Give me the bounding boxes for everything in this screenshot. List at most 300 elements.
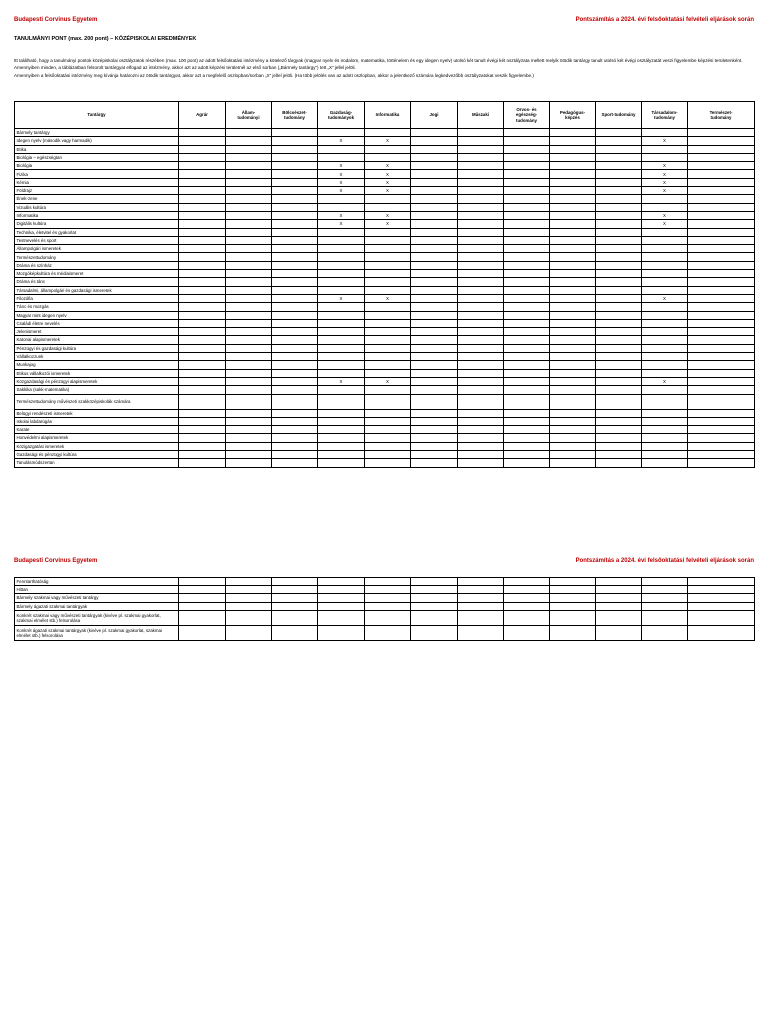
mark-cell	[596, 294, 642, 302]
subject-cell: Hittan	[15, 586, 179, 594]
mark-cell	[272, 153, 318, 161]
mark-cell	[550, 228, 596, 236]
mark-cell	[550, 361, 596, 369]
mark-cell	[226, 187, 272, 195]
mark-cell	[226, 170, 272, 178]
mark-cell	[550, 236, 596, 244]
subject-cell: Mozgóképkultúra és médiaismeret	[15, 270, 179, 278]
mark-cell	[458, 187, 504, 195]
mark-cell	[318, 602, 365, 610]
mark-cell	[688, 459, 755, 467]
mark-cell	[226, 145, 272, 153]
mark-cell	[688, 578, 755, 586]
mark-cell	[411, 578, 458, 586]
mark-cell	[688, 353, 755, 361]
mark-cell	[272, 270, 318, 278]
mark-cell	[179, 442, 226, 450]
mark-cell: X	[318, 220, 365, 228]
mark-cell	[226, 220, 272, 228]
subject-cell: Családi életre nevelés	[15, 319, 179, 327]
mark-cell	[550, 286, 596, 294]
mark-cell: X	[642, 377, 688, 385]
mark-cell	[411, 236, 458, 244]
subject-cell: Bármely tantárgy	[15, 129, 179, 137]
mark-cell	[226, 336, 272, 344]
table-row	[15, 319, 755, 327]
mark-cell	[550, 459, 596, 467]
subject-cell: Konkrét ágazati szakmai tantárgyak (kivéve pl. szakmai gyakorlat, szakmai elmélet stb.) felsorolása	[15, 625, 179, 640]
mark-cell	[226, 450, 272, 458]
mark-cell	[411, 417, 458, 425]
mark-cell	[688, 386, 755, 394]
mark-cell: X	[365, 377, 411, 385]
mark-cell	[458, 386, 504, 394]
table-row	[15, 137, 755, 145]
mark-cell	[504, 459, 550, 467]
mark-cell	[504, 442, 550, 450]
mark-cell	[226, 253, 272, 261]
mark-cell	[458, 610, 504, 625]
mark-cell	[318, 303, 365, 311]
mark-cell	[688, 153, 755, 161]
mark-cell	[318, 578, 365, 586]
mark-cell	[411, 129, 458, 137]
mark-cell	[411, 294, 458, 302]
mark-cell	[458, 294, 504, 302]
mark-cell	[596, 253, 642, 261]
mark-cell	[550, 610, 596, 625]
mark-cell	[318, 394, 365, 409]
mark-cell	[272, 228, 318, 236]
column-header: Társadalom- tudomány	[642, 102, 688, 129]
mark-cell	[642, 610, 688, 625]
mark-cell	[365, 586, 411, 594]
mark-cell	[411, 145, 458, 153]
mark-cell	[318, 586, 365, 594]
table-row	[15, 261, 755, 269]
column-header: Sport-tudomány	[596, 102, 642, 129]
mark-cell: X	[365, 170, 411, 178]
subject-cell: Fizika	[15, 170, 179, 178]
mark-cell	[458, 162, 504, 170]
mark-cell	[504, 278, 550, 286]
mark-cell	[550, 336, 596, 344]
mark-cell	[226, 228, 272, 236]
mark-cell	[688, 450, 755, 458]
mark-cell	[226, 178, 272, 186]
mark-cell	[458, 394, 504, 409]
mark-cell	[272, 303, 318, 311]
mark-cell	[365, 328, 411, 336]
mark-cell	[504, 303, 550, 311]
subject-cell: Ének-zene	[15, 195, 179, 203]
mark-cell	[550, 245, 596, 253]
mark-cell	[642, 319, 688, 327]
mark-cell	[596, 586, 642, 594]
mark-cell	[411, 394, 458, 409]
subject-cell: Természettudomány	[15, 253, 179, 261]
mark-cell	[411, 319, 458, 327]
mark-cell	[688, 344, 755, 352]
mark-cell	[688, 170, 755, 178]
mark-cell	[272, 195, 318, 203]
mark-cell	[642, 195, 688, 203]
mark-cell	[688, 442, 755, 450]
mark-cell	[365, 203, 411, 211]
mark-cell	[596, 417, 642, 425]
mark-cell	[596, 178, 642, 186]
mark-cell	[365, 625, 411, 640]
mark-cell	[226, 245, 272, 253]
mark-cell	[458, 236, 504, 244]
column-header: Állam- tudományi	[226, 102, 272, 129]
subject-cell: Tánc és mozgás	[15, 303, 179, 311]
mark-cell	[550, 253, 596, 261]
mark-cell	[688, 211, 755, 219]
mark-cell	[272, 353, 318, 361]
mark-cell	[550, 311, 596, 319]
mark-cell	[550, 203, 596, 211]
mark-cell	[458, 442, 504, 450]
mark-cell	[179, 386, 226, 394]
mark-cell	[504, 386, 550, 394]
mark-cell	[226, 303, 272, 311]
table-row	[15, 594, 755, 602]
mark-cell	[504, 586, 550, 594]
mark-cell	[550, 220, 596, 228]
mark-cell	[458, 459, 504, 467]
mark-cell	[550, 278, 596, 286]
table-row	[15, 245, 755, 253]
mark-cell	[411, 278, 458, 286]
mark-cell	[642, 228, 688, 236]
mark-cell	[365, 602, 411, 610]
mark-cell	[504, 195, 550, 203]
mark-cell	[596, 386, 642, 394]
mark-cell	[272, 261, 318, 269]
mark-cell	[550, 211, 596, 219]
mark-cell	[596, 278, 642, 286]
mark-cell	[504, 187, 550, 195]
mark-cell: X	[365, 187, 411, 195]
mark-cell	[642, 261, 688, 269]
mark-cell	[179, 162, 226, 170]
intro-paragraph-2: Amennyiben minden, a táblázatban felsorolt tantárgyat elfogad az intézmény, akkor azt az adott képzési területnél az első sorban („Bármely tantárgy”) tett „X” jellel jelöli.	[14, 65, 356, 71]
mark-cell	[596, 361, 642, 369]
column-header: Informatika	[365, 102, 411, 129]
table-row	[15, 450, 755, 458]
mark-cell	[596, 236, 642, 244]
mark-cell	[642, 353, 688, 361]
mark-cell	[504, 170, 550, 178]
mark-cell	[365, 253, 411, 261]
mark-cell	[688, 294, 755, 302]
mark-cell	[411, 286, 458, 294]
mark-cell	[179, 278, 226, 286]
mark-cell	[226, 417, 272, 425]
mark-cell	[550, 386, 596, 394]
mark-cell	[226, 270, 272, 278]
subject-cell: Vizuális kultúra	[15, 203, 179, 211]
table-row	[15, 170, 755, 178]
intro-paragraph-1: Itt található, hogy a tanulmányi pontok középiskolai osztályzatok részében (max. 100 pont) az adott felsőoktatási intézmény a kötelező tárgyak (magyar nyelv és irodalom, matematika, történelem és egy idegen nyelv) utolsó két tanult évégi két osztályzata mellett melyik ötödik tantárgy tanult utolsó két évégi osztályzatát veszi figyelembe képzési területenként.	[14, 58, 743, 63]
mark-cell	[411, 311, 458, 319]
table-row	[15, 294, 755, 302]
mark-cell	[272, 162, 318, 170]
mark-cell	[226, 578, 272, 586]
mark-cell	[688, 625, 755, 640]
mark-cell	[411, 137, 458, 145]
mark-cell	[458, 286, 504, 294]
mark-cell	[365, 578, 411, 586]
mark-cell	[411, 153, 458, 161]
mark-cell	[226, 203, 272, 211]
mark-cell	[642, 336, 688, 344]
mark-cell	[596, 336, 642, 344]
mark-cell	[550, 261, 596, 269]
mark-cell	[642, 578, 688, 586]
mark-cell: X	[318, 377, 365, 385]
mark-cell	[596, 319, 642, 327]
subject-cell: Informatika	[15, 211, 179, 219]
mark-cell	[458, 170, 504, 178]
mark-cell	[504, 137, 550, 145]
mark-cell	[411, 369, 458, 377]
table-row	[15, 253, 755, 261]
table-row	[15, 162, 755, 170]
mark-cell: X	[365, 220, 411, 228]
mark-cell	[226, 278, 272, 286]
mark-cell	[596, 578, 642, 586]
mark-cell	[411, 434, 458, 442]
mark-cell	[272, 625, 318, 640]
mark-cell	[226, 369, 272, 377]
mark-cell	[458, 203, 504, 211]
mark-cell	[226, 459, 272, 467]
mark-cell	[365, 278, 411, 286]
mark-cell	[226, 386, 272, 394]
table-row	[15, 434, 755, 442]
mark-cell	[504, 129, 550, 137]
mark-cell	[504, 253, 550, 261]
mark-cell	[365, 442, 411, 450]
mark-cell	[642, 303, 688, 311]
mark-cell	[642, 236, 688, 244]
subject-cell: Társadalmi, állampolgári és gazdasági ismeretek	[15, 286, 179, 294]
mark-cell	[272, 253, 318, 261]
mark-cell	[365, 153, 411, 161]
mark-cell	[272, 434, 318, 442]
mark-cell	[365, 311, 411, 319]
mark-cell	[179, 303, 226, 311]
mark-cell	[550, 178, 596, 186]
mark-cell	[318, 344, 365, 352]
mark-cell	[596, 261, 642, 269]
mark-cell	[365, 450, 411, 458]
table-row	[15, 610, 755, 625]
mark-cell	[179, 377, 226, 385]
mark-cell	[504, 578, 550, 586]
mark-cell	[272, 442, 318, 450]
subject-cell: Közgazdasági és pénzügyi alapismeretek	[15, 377, 179, 385]
table-row	[15, 211, 755, 219]
mark-cell	[272, 594, 318, 602]
mark-cell	[179, 170, 226, 178]
mark-cell	[365, 303, 411, 311]
mark-cell	[179, 319, 226, 327]
mark-cell	[458, 344, 504, 352]
mark-cell	[226, 328, 272, 336]
mark-cell	[596, 303, 642, 311]
mark-cell	[318, 594, 365, 602]
table-row	[15, 153, 755, 161]
mark-cell	[688, 417, 755, 425]
table-row	[15, 369, 755, 377]
subject-cell: Kémia	[15, 178, 179, 186]
mark-cell	[226, 162, 272, 170]
mark-cell	[318, 145, 365, 153]
mark-cell	[458, 409, 504, 417]
mark-cell	[365, 434, 411, 442]
mark-cell	[458, 311, 504, 319]
mark-cell	[458, 417, 504, 425]
mark-cell	[596, 286, 642, 294]
mark-cell	[596, 377, 642, 385]
mark-cell	[318, 386, 365, 394]
mark-cell	[365, 394, 411, 409]
mark-cell	[411, 261, 458, 269]
mark-cell	[688, 253, 755, 261]
mark-cell	[642, 442, 688, 450]
mark-cell	[179, 602, 226, 610]
column-header: Jogi	[411, 102, 458, 129]
mark-cell	[596, 220, 642, 228]
mark-cell	[550, 442, 596, 450]
mark-cell	[318, 369, 365, 377]
mark-cell	[504, 245, 550, 253]
subject-cell: Vállalkozzunk	[15, 353, 179, 361]
mark-cell	[550, 137, 596, 145]
mark-cell	[179, 245, 226, 253]
mark-cell	[179, 409, 226, 417]
mark-cell	[179, 261, 226, 269]
mark-cell	[504, 162, 550, 170]
mark-cell	[642, 594, 688, 602]
mark-cell	[226, 153, 272, 161]
mark-cell	[226, 311, 272, 319]
mark-cell	[596, 129, 642, 137]
mark-cell	[318, 236, 365, 244]
mark-cell	[504, 361, 550, 369]
mark-cell	[596, 228, 642, 236]
mark-cell	[318, 278, 365, 286]
mark-cell	[365, 594, 411, 602]
mark-cell	[596, 450, 642, 458]
mark-cell	[596, 344, 642, 352]
subject-cell: Állampolgári ismeretek	[15, 245, 179, 253]
mark-cell	[596, 195, 642, 203]
mark-cell	[226, 394, 272, 409]
mark-cell	[411, 586, 458, 594]
table-row	[15, 409, 755, 417]
mark-cell	[365, 426, 411, 434]
table-row	[15, 459, 755, 467]
table-row	[15, 336, 755, 344]
mark-cell	[458, 211, 504, 219]
mark-cell	[688, 278, 755, 286]
mark-cell	[504, 353, 550, 361]
vocational-subjects-table	[14, 577, 755, 641]
mark-cell	[411, 450, 458, 458]
mark-cell	[642, 203, 688, 211]
mark-cell	[272, 417, 318, 425]
table-row	[15, 361, 755, 369]
mark-cell	[458, 303, 504, 311]
mark-cell	[596, 328, 642, 336]
mark-cell	[179, 220, 226, 228]
subject-cell: Bármely szakmai vagy művészeti tantárgy	[15, 594, 179, 602]
mark-cell: X	[365, 178, 411, 186]
mark-cell	[504, 211, 550, 219]
mark-cell	[458, 137, 504, 145]
mark-cell	[458, 353, 504, 361]
mark-cell	[504, 236, 550, 244]
mark-cell: X	[318, 137, 365, 145]
mark-cell	[272, 129, 318, 137]
mark-cell	[318, 129, 365, 137]
subject-cell: Testnevelés és sport	[15, 236, 179, 244]
mark-cell	[458, 369, 504, 377]
mark-cell	[688, 270, 755, 278]
mark-cell	[550, 353, 596, 361]
mark-cell	[179, 294, 226, 302]
mark-cell	[411, 178, 458, 186]
mark-cell	[179, 178, 226, 186]
mark-cell	[642, 245, 688, 253]
mark-cell	[365, 409, 411, 417]
mark-cell	[272, 409, 318, 417]
mark-cell: X	[318, 178, 365, 186]
subject-cell: Iskolai labdarúgás	[15, 417, 179, 425]
mark-cell	[272, 187, 318, 195]
mark-cell	[318, 442, 365, 450]
mark-cell	[226, 286, 272, 294]
mark-cell	[179, 137, 226, 145]
subject-cell: Katonai alapismeretek	[15, 336, 179, 344]
table-row	[15, 303, 755, 311]
mark-cell	[596, 245, 642, 253]
mark-cell	[596, 145, 642, 153]
mark-cell	[550, 602, 596, 610]
mark-cell	[596, 187, 642, 195]
mark-cell	[179, 286, 226, 294]
mark-cell	[318, 417, 365, 425]
mark-cell	[179, 450, 226, 458]
mark-cell	[226, 319, 272, 327]
mark-cell	[318, 353, 365, 361]
mark-cell	[272, 286, 318, 294]
mark-cell	[411, 187, 458, 195]
mark-cell	[318, 228, 365, 236]
mark-cell	[318, 459, 365, 467]
mark-cell	[688, 426, 755, 434]
mark-cell	[642, 450, 688, 458]
mark-cell	[688, 245, 755, 253]
mark-cell	[365, 270, 411, 278]
subject-cell: Digitális kultúra	[15, 220, 179, 228]
mark-cell	[504, 311, 550, 319]
mark-cell	[688, 361, 755, 369]
